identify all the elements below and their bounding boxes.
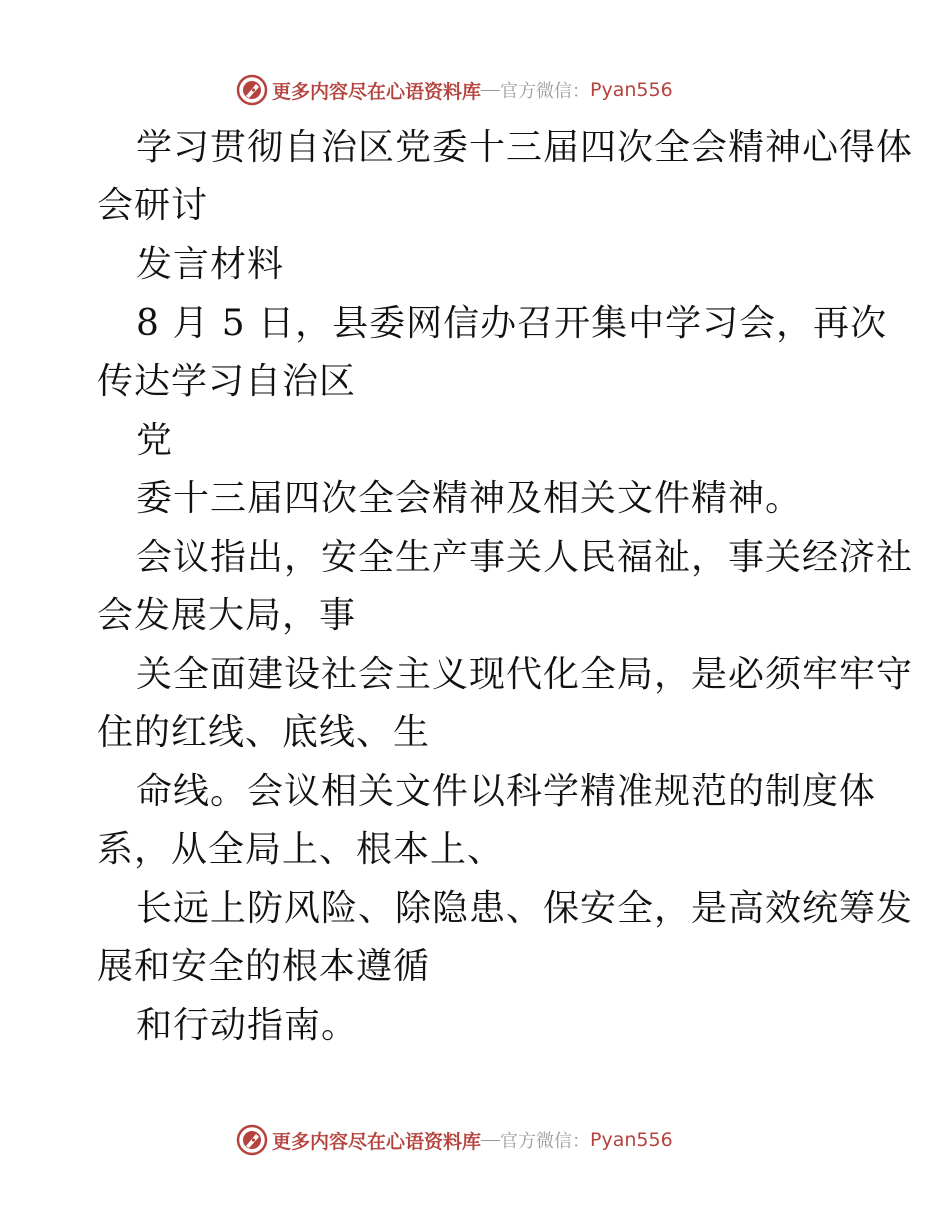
paragraph-line: 党 <box>136 420 174 461</box>
banner-wechat-id: Pyan556 <box>590 79 673 101</box>
paragraph-line: 关全面建设社会主义现代化全局，是必须牢牢守 <box>136 654 914 695</box>
paragraph-line: 8 月 5 日，县委网信办召开集中学习会，再次 <box>136 303 888 344</box>
banner-title: 更多内容尽在心语资料库 <box>272 1130 482 1153</box>
paragraph-line: 长远上防风险、除隐患、保安全，是高效统筹发 <box>136 888 914 929</box>
footer-banner <box>0 1122 950 1158</box>
banner-subtitle: 官方微信： <box>500 1131 591 1152</box>
paragraph-line: 展和安全的根本遵循 <box>97 946 431 987</box>
paragraph-line: 会研讨 <box>97 185 209 226</box>
paragraph-line: 学习贯彻自治区党委十三届四次全会精神心得体 <box>136 127 914 168</box>
header-banner <box>0 72 950 108</box>
banner-title: 更多内容尽在心语资料库 <box>272 80 482 103</box>
paragraph-line: 住的红线、底线、生 <box>97 712 431 753</box>
paragraph-line: 委十三届四次全会精神及相关文件精神。 <box>136 478 803 519</box>
pen-nib-logo-icon <box>236 74 268 106</box>
banner-wechat-id: Pyan556 <box>590 1129 673 1151</box>
paragraph-line: 系，从全局上、根本上、 <box>97 829 505 870</box>
paragraph-line: 发言材料 <box>136 244 285 285</box>
paragraph-line: 命线。会议相关文件以科学精准规范的制度体 <box>136 771 877 812</box>
paragraph-line: 和行动指南。 <box>136 1005 359 1046</box>
banner-dash: — <box>481 1129 501 1150</box>
banner-dash: — <box>481 79 501 100</box>
paragraph-line: 传达学习自治区 <box>97 361 357 402</box>
pen-nib-logo-icon <box>236 1124 268 1156</box>
banner-subtitle: 官方微信： <box>500 81 591 102</box>
paragraph-line: 会议指出，安全生产事关人民福祉，事关经济社 <box>136 537 914 578</box>
paragraph-line: 会发展大局，事 <box>97 595 357 636</box>
